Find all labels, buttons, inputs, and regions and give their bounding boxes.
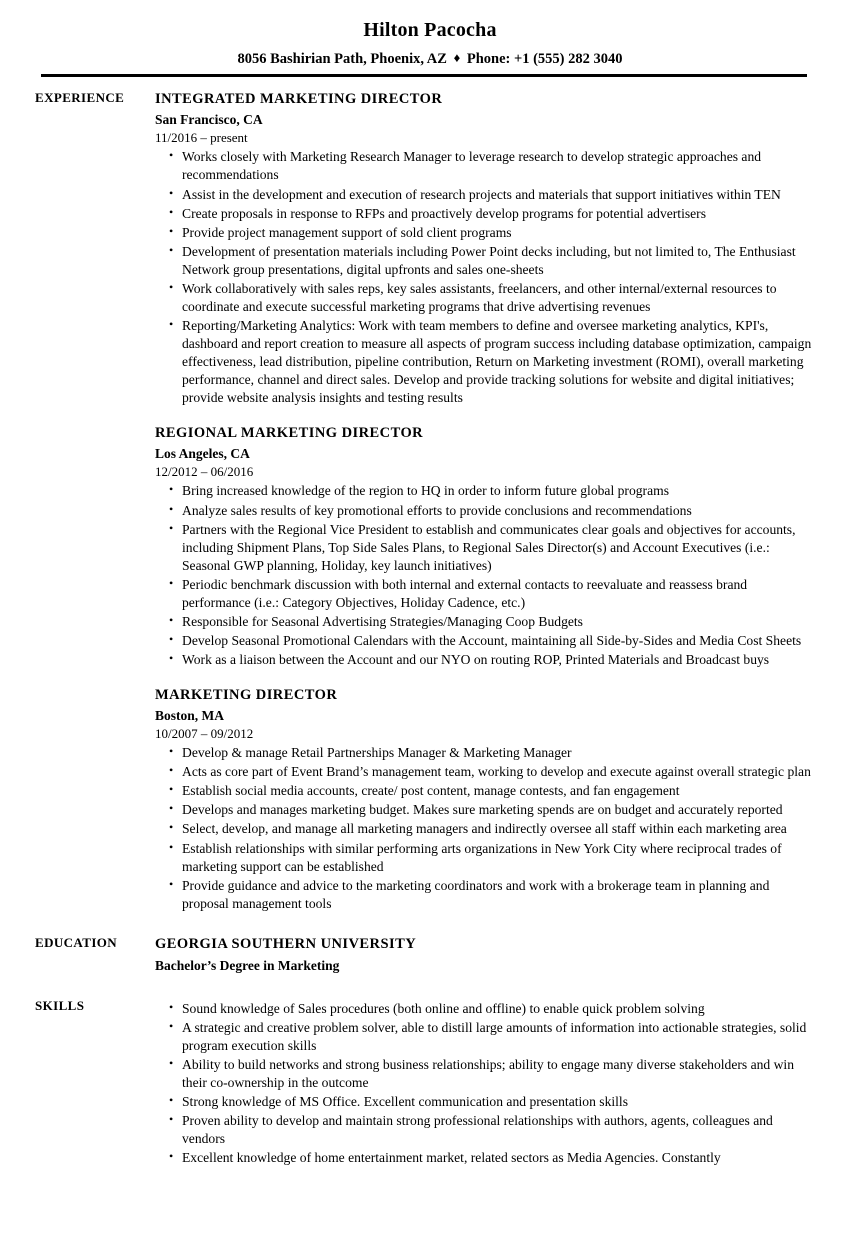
section-label-skills: SKILLS — [35, 997, 85, 1013]
education-section — [0, 935, 860, 975]
experience-entry — [155, 90, 812, 407]
skills-body — [155, 998, 860, 1168]
job-bullet: • Responsible for Seasonal Advertising Strategies/Managing Coop Budgets — [155, 613, 812, 631]
contact-address: 8056 Bashirian Path, Phoenix, AZ — [237, 51, 447, 67]
contact-line — [0, 51, 860, 68]
job-dates: 12/2012 – 06/2016 — [155, 464, 254, 480]
job-location: San Francisco, CA — [155, 112, 263, 128]
job-bullet: • Select, develop, and manage all marketing managers and indirectly oversee all staff within each marketing area — [155, 820, 812, 838]
skills-bullet-list — [155, 1000, 808, 1168]
job-bullet-list — [155, 482, 812, 669]
section-label-experience: EXPERIENCE — [35, 90, 125, 106]
resume-header — [0, 0, 860, 77]
experience-body — [155, 90, 860, 912]
diamond-separator-icon: ♦ — [453, 50, 461, 65]
experience-entry — [155, 424, 812, 669]
job-bullet: • Partners with the Regional Vice President to establish and communicates clear goals and objectives for accounts, including Shipment Plans, Top Side Sales Plans, to Regional Sales Director(s) and Account Executives (i.e.: Seasonal GWP planning, Holiday, key launch initiatives) — [155, 521, 812, 575]
job-bullet: • Establish relationships with similar performing arts organizations in New York City where reciprocal trades of marketing support can be established — [155, 840, 812, 876]
contact-phone: Phone: +1 (555) 282 3040 — [466, 51, 623, 67]
header-divider — [41, 74, 807, 77]
experience-entry — [155, 686, 812, 913]
skill-bullet: • Excellent knowledge of home entertainment market, related sectors as Media Agencies. Constantly — [155, 1149, 808, 1167]
job-bullet-list — [155, 744, 812, 913]
job-location: Los Angeles, CA — [155, 446, 250, 462]
job-bullet: • Provide project management support of sold client programs — [155, 224, 812, 242]
job-bullet: • Reporting/Marketing Analytics: Work with team members to define and oversee marketing analytics, KPI's, dashboard and report creation to measure all aspects of program success including database optimization, campaign effectiveness, lead distribution, pipeline contribution, Return on Marketing investment (ROMI), overall marketing performance, channel and direct sales. Develop and provide tracking solutions for website and digital initiatives; provide website analysis insights and testing results — [155, 317, 812, 407]
job-dates: 10/2007 – 09/2012 — [155, 725, 254, 741]
job-bullet: • Provide guidance and advice to the marketing coordinators and work with a brokerage team in planning and proposal management tools — [155, 877, 812, 913]
education-school: GEORGIA SOUTHERN UNIVERSITY — [155, 935, 417, 952]
job-title: MARKETING DIRECTOR — [155, 687, 338, 704]
skill-bullet: • Strong knowledge of MS Office. Excellent communication and presentation skills — [155, 1093, 808, 1111]
candidate-name: Hilton Pacocha — [363, 19, 497, 41]
job-bullet: • Analyze sales results of key promotional efforts to provide conclusions and recommendations — [155, 502, 812, 520]
job-bullet: • Assist in the development and execution of research projects and materials that support initiatives within TEN — [155, 186, 812, 204]
job-bullet: • Acts as core part of Event Brand’s management team, working to develop and execute against overall strategic plan — [155, 763, 812, 781]
job-bullet-list — [155, 148, 812, 407]
job-bullet: • Works closely with Marketing Research Manager to leverage research to develop strategic approaches and recommendations — [155, 148, 812, 184]
skill-bullet: • Proven ability to develop and maintain strong professional relationships with authors, agents, colleagues and vendors — [155, 1112, 808, 1148]
skills-section — [0, 998, 860, 1168]
education-body — [155, 935, 860, 975]
job-bullet: • Establish social media accounts, create/ post content, manage contests, and fan engagement — [155, 782, 812, 800]
skill-bullet: • Sound knowledge of Sales procedures (both online and offline) to enable quick problem solving — [155, 1000, 808, 1018]
experience-section — [0, 90, 860, 912]
job-title: INTEGRATED MARKETING DIRECTOR — [155, 91, 443, 108]
job-bullet: • Bring increased knowledge of the region to HQ in order to inform future global programs — [155, 482, 812, 500]
job-bullet: • Develop & manage Retail Partnerships Manager & Marketing Manager — [155, 744, 812, 762]
skill-bullet: • A strategic and creative problem solver, able to distill large amounts of information into actionable strategies, solid program execution skills — [155, 1019, 808, 1055]
job-bullet: • Work as a liaison between the Account and our NYO on routing ROP, Printed Materials and Broadcast buys — [155, 651, 812, 669]
job-bullet: • Development of presentation materials including Power Point decks including, but not limited to, The Enthusiast Network group presentations, digital upfronts and sales one-sheets — [155, 243, 812, 279]
job-bullet: • Work collaboratively with sales reps, key sales assistants, freelancers, and other internal/external resources to coordinate and execute successful marketing programs that drive advertising revenues — [155, 280, 812, 316]
job-bullet: • Create proposals in response to RFPs and proactively develop programs for potential advertisers — [155, 205, 812, 223]
education-degree: Bachelor’s Degree in Marketing — [155, 957, 340, 973]
skill-bullet: • Ability to build networks and strong business relationships; ability to engage many diverse stakeholders and win their co-ownership in the outcome — [155, 1056, 808, 1092]
job-bullet: • Periodic benchmark discussion with both internal and external contacts to reevaluate and reassess brand performance (i.e.: Category Objectives, Holiday Cadence, etc.) — [155, 576, 812, 612]
section-label-education: EDUCATION — [35, 934, 118, 950]
job-dates: 11/2016 – present — [155, 130, 248, 146]
job-bullet: • Develop Seasonal Promotional Calendars with the Account, maintaining all Side-by-Sides and Media Cost Sheets — [155, 632, 812, 650]
job-location: Boston, MA — [155, 708, 225, 724]
job-title: REGIONAL MARKETING DIRECTOR — [155, 425, 424, 442]
job-bullet: • Develops and manages marketing budget. Makes sure marketing spends are on budget and accurately reported — [155, 801, 812, 819]
